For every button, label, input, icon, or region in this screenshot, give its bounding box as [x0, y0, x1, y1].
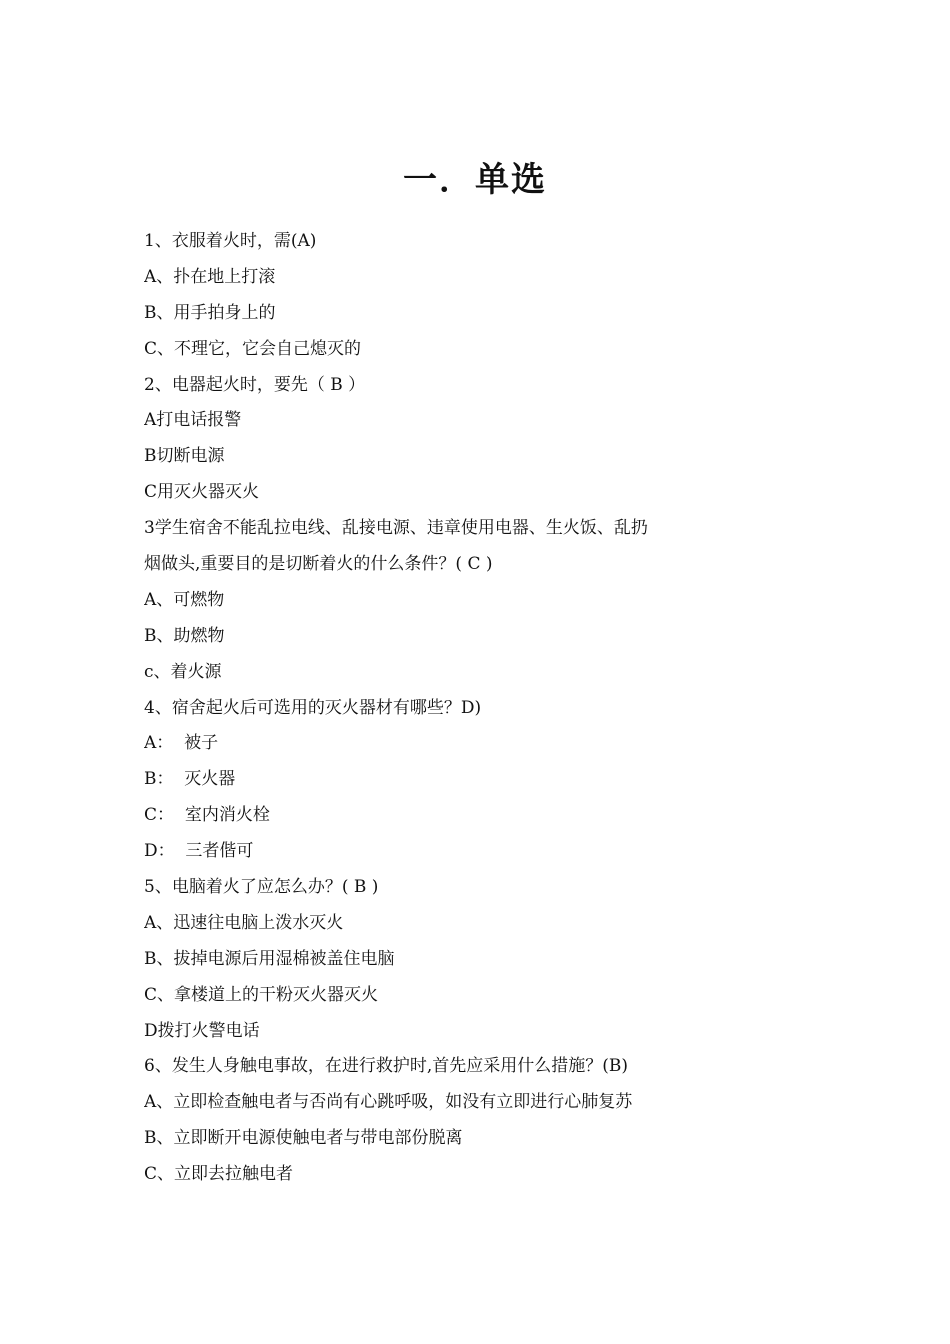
question-6-option-a: A、立即检查触电者与否尚有心跳呼吸，如没有立即进行心肺复苏 [144, 1092, 633, 1113]
question-4-option-d: D： 三者偕可 [144, 841, 254, 862]
question-5-option-a: A、迅速往电脑上泼水灭火 [144, 912, 344, 933]
question-1-option-c: C、不理它，它会自己熄灭的 [144, 338, 362, 359]
question-3-line-1: 3学生宿舍不能乱拉电线、乱接电源、违章使用电器、生火饭、乱扔 [144, 518, 648, 539]
question-3-option-b: B、助燃物 [144, 625, 225, 646]
question-2-option-a: A打电话报警 [144, 410, 242, 431]
question-3-option-a: A、可燃物 [144, 589, 225, 610]
question-1-option-a: A、扑在地上打滚 [144, 266, 276, 287]
question-6: 6、发生人身触电事故，在进行救护时,首先应采用什么措施？(B) [144, 1056, 628, 1077]
question-5: 5、电脑着火了应怎么办？( B ) [144, 877, 379, 898]
question-6-option-b: B、立即断开电源使触电者与带电部份脱离 [144, 1128, 463, 1149]
question-4: 4、宿舍起火后可选用的灭火器材有哪些？D) [144, 697, 482, 718]
question-list [144, 224, 824, 1193]
question-5-option-c: C、拿楼道上的干粉灭火器灭火 [144, 984, 379, 1005]
question-1-option-b: B、用手拍身上的 [144, 302, 276, 323]
question-3-option-c: c、着火源 [144, 661, 222, 682]
section-title: 一．单选 [403, 160, 547, 200]
question-2-option-c: C用灭火器灭火 [144, 482, 260, 503]
question-2: 2、电器起火时，要先（ B ） [144, 374, 366, 395]
question-4-option-c: C： 室内消火栓 [144, 805, 270, 826]
question-5-option-d: D拨打火警电话 [144, 1020, 260, 1041]
question-3-line-2: 烟做头,重要目的是切断着火的什么条件？( C ) [144, 554, 493, 575]
question-2-option-b: B切断电源 [144, 446, 225, 467]
question-4-option-a: A： 被子 [144, 733, 219, 754]
question-4-option-b: B： 灭火器 [144, 769, 236, 790]
question-6-option-c: C、立即去拉触电者 [144, 1164, 294, 1185]
question-5-option-b: B、拔掉电源后用湿棉被盖住电脑 [144, 948, 395, 969]
question-1: 1、衣服着火时，需(A) [144, 231, 317, 251]
